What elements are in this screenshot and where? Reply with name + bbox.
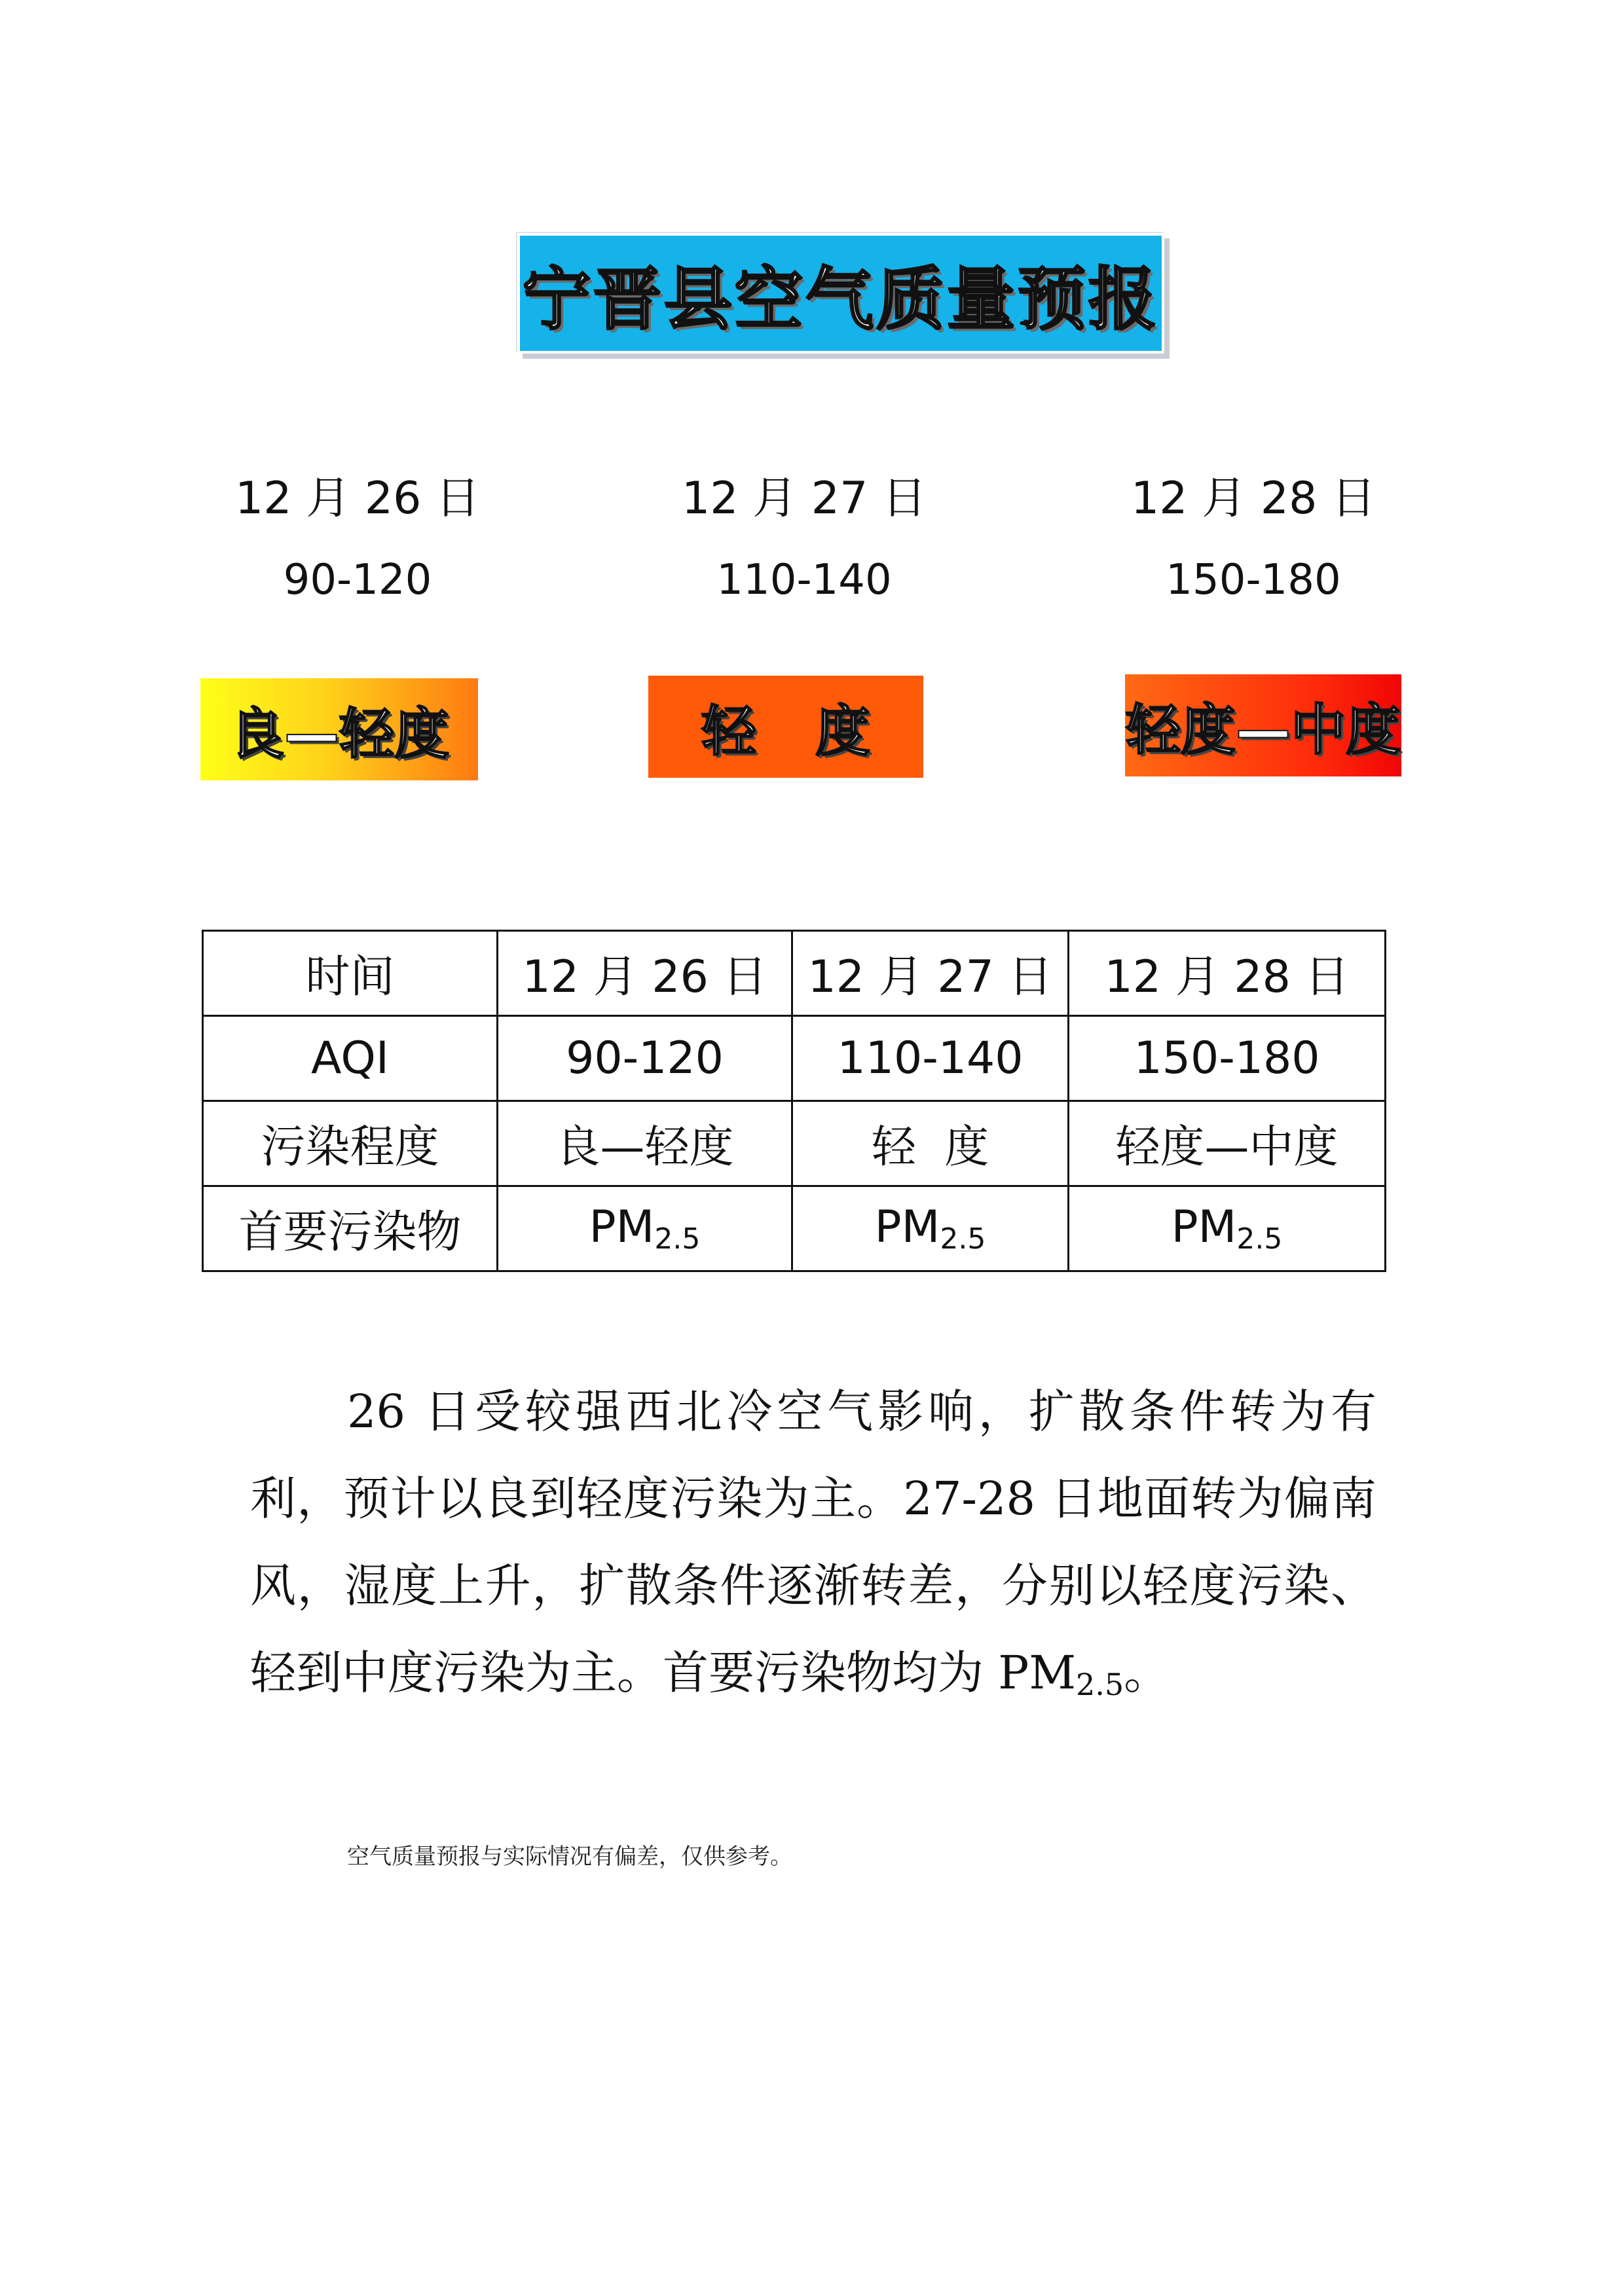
forecast-aqi: 150-180 [1166, 556, 1341, 604]
level-badge-day-1 [200, 678, 478, 780]
table-row-label: 首要污染物 [203, 1186, 498, 1271]
forecast-aqi: 90-120 [283, 556, 432, 604]
level-badge-text: 轻 [701, 699, 756, 763]
page-title: 宁晋县空气质量预报 [522, 259, 1159, 339]
table-row [203, 1016, 1386, 1101]
pollutant-subscript: 2.5 [940, 1222, 986, 1256]
forecast-day-2 [640, 473, 968, 604]
table-cell: 90-120 [498, 1016, 792, 1101]
pollutant-name: PM [874, 1201, 940, 1253]
level-badge-text: 度 [815, 699, 871, 763]
pollutant-subscript: 2.5 [1236, 1222, 1283, 1256]
forecast-table [202, 930, 1386, 1272]
table-cell: 150-180 [1069, 1016, 1386, 1101]
disclaimer-note: 空气质量预报与实际情况有偏差，仅供参考。 [347, 1844, 792, 1870]
pollutant-name: PM [589, 1201, 655, 1253]
table-header-cell: 时间 [203, 931, 498, 1016]
level-badge-day-2 [648, 676, 923, 778]
forecast-aqi: 110-140 [716, 556, 892, 604]
table-cell: 轻度—中度 [1069, 1101, 1386, 1186]
level-badge-text: 轻度—中度 [1125, 697, 1401, 762]
table-cell: 轻 度 [792, 1101, 1069, 1186]
table-cell [498, 1186, 792, 1271]
table-cell: 110-140 [792, 1016, 1069, 1101]
forecast-date: 12 月 27 日 [682, 473, 927, 524]
forecast-description [250, 1368, 1376, 1728]
table-row [203, 1101, 1386, 1186]
forecast-date: 12 月 28 日 [1131, 473, 1376, 524]
table-cell [792, 1186, 1069, 1271]
table-header-cell: 12 月 27 日 [792, 931, 1069, 1016]
pollutant-name: PM [1171, 1201, 1237, 1253]
level-badge-day-3 [1125, 674, 1401, 776]
level-badge-text: 良—轻度 [229, 701, 449, 766]
forecast-day-1 [194, 473, 521, 604]
table-row-label: 污染程度 [203, 1101, 498, 1186]
table-row [203, 931, 1386, 1016]
table-cell [1069, 1186, 1386, 1271]
table-row-label: AQI [203, 1016, 498, 1101]
description-end: 。 [1124, 1646, 1170, 1700]
pollutant-subscript: 2.5 [654, 1222, 701, 1256]
table-header-cell: 12 月 26 日 [498, 931, 792, 1016]
table-cell: 良—轻度 [498, 1101, 792, 1186]
forecast-date: 12 月 26 日 [235, 473, 480, 524]
description-subscript: 2.5 [1076, 1667, 1124, 1702]
table-header-cell: 12 月 28 日 [1069, 931, 1386, 1016]
table-row [203, 1186, 1386, 1271]
title-banner [517, 233, 1164, 354]
forecast-day-3 [1090, 473, 1417, 604]
description-text: 26 日受较强西北冷空气影响，扩散条件转为有利，预计以良到轻度污染为主。27-28 日地面转为偏南风，湿度上升，扩散条件逐渐转差，分别以轻度污染、轻到中度污染为主。首要污染物均为 PM [250, 1385, 1376, 1700]
